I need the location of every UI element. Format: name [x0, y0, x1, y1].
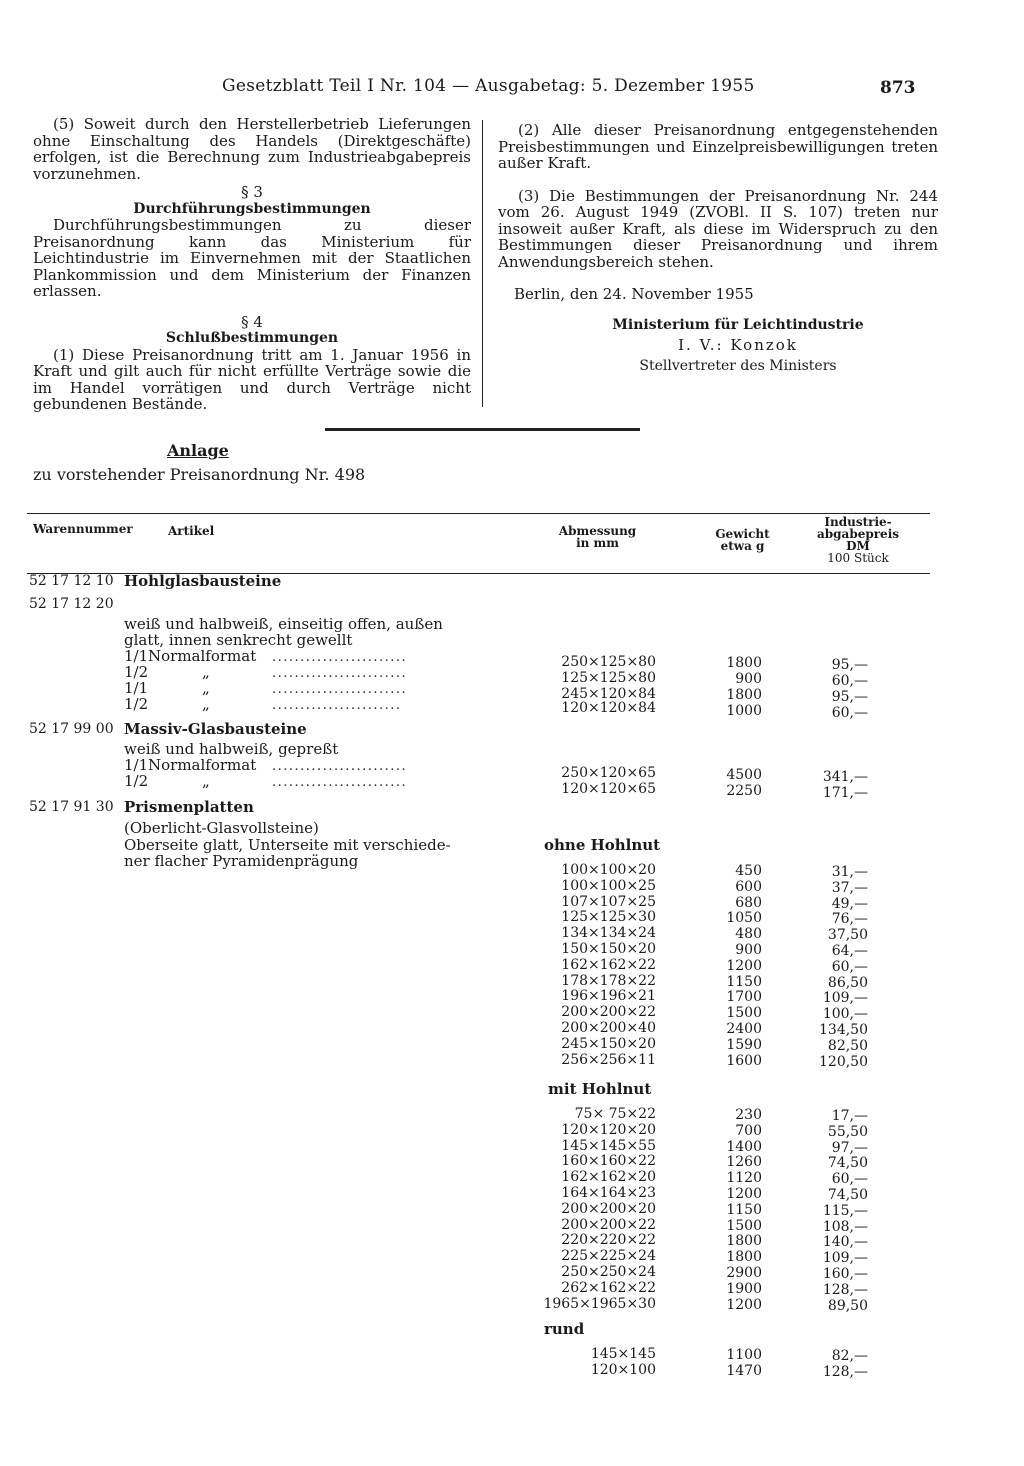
g1-row1-price: 95,— [831, 657, 868, 673]
mit-hohlnut-row10-weight: 1800 [726, 1249, 762, 1266]
ohne-hohlnut-row5-dim: 134×134×24 [561, 925, 656, 942]
ohne-hohlnut-row9-dim: 196×196×21 [561, 988, 656, 1005]
g2-row1-label: Normalformat [148, 756, 257, 774]
ohne-hohlnut-row6-price: 64,— [831, 943, 868, 959]
rund-row1-weight: 1100 [726, 1347, 762, 1363]
left-column [33, 116, 471, 413]
header-price [798, 516, 918, 564]
ohne-hohlnut-row5-weight: 480 [735, 926, 762, 943]
header-code: Warennummer [33, 522, 133, 536]
mit-hohlnut-row5-dim: 162×162×20 [561, 1169, 656, 1186]
group3-desc-line2: Oberseite glatt, Unterseite mit verschiede- [124, 836, 451, 854]
group3-desc-line3: ner flacher Pyramidenprägung [124, 852, 359, 870]
anlage-subtitle: zu vorstehender Preisanordnung Nr. 498 [33, 465, 366, 484]
header-dimension [540, 525, 655, 549]
ohne-hohlnut-row12-weight: 1590 [726, 1036, 762, 1053]
ohne-hohlnut-row13-price: 120,50 [819, 1053, 868, 1070]
header-weight-line1: Gewicht [715, 527, 770, 541]
g1-row2-dim: 125×125×80 [561, 670, 656, 686]
anlage-title: Anlage [167, 441, 229, 460]
ohne-hohlnut-row4-weight: 1050 [726, 910, 762, 927]
g1-row2-label: „ [202, 663, 210, 681]
header-price-line3: DM [846, 539, 870, 553]
mit-hohlnut-row2-weight: 700 [735, 1122, 762, 1139]
ohne-hohlnut-row1-price: 31,— [831, 864, 868, 880]
header-price-line1: Industrie- [824, 515, 892, 529]
mit-hohlnut-row10-dim: 225×225×24 [561, 1248, 656, 1265]
paragraph-5: (5) Soweit durch den Herstellerbetrieb Lieferungen ohne Einschaltung des Handels (Direktgeschäfte) erfolgen, ist die Berechnung zum Industrieabgabepreis vorzunehmen. [33, 115, 471, 183]
mit-hohlnut-row6-dim: 164×164×23 [561, 1185, 656, 1201]
mit-hohlnut-row9-dim: 220×220×22 [561, 1232, 656, 1249]
mit-hohlnut-row4-weight: 1260 [726, 1154, 762, 1171]
section-4-title: Schlußbestimmungen [165, 330, 339, 346]
ohne-hohlnut-row2-dim: 100×100×25 [561, 877, 656, 894]
rund-row2-dim: 120×100 [590, 1361, 656, 1378]
code-52171210: 52 17 12 10 [29, 573, 114, 589]
group3-desc-line1: (Oberlicht-Glasvollsteine) [124, 819, 319, 837]
mit-hohlnut-row3-price: 97,— [831, 1139, 868, 1156]
group1-desc-line1: weiß und halbweiß, einseitig offen, außen [124, 615, 443, 633]
g1-row3-label: „ [202, 679, 210, 697]
ohne-hohlnut-row7-price: 60,— [831, 958, 868, 975]
mit-hohlnut-row4-price: 74,50 [827, 1155, 868, 1172]
g1-row4-price: 60,— [831, 705, 868, 721]
code-52171220: 52 17 12 20 [29, 596, 114, 612]
code-52179130: 52 17 91 30 [29, 799, 114, 815]
header-dimension-line1: Abmessung [558, 524, 637, 538]
g1-row1-weight: 1800 [726, 655, 762, 671]
rund-row2-weight: 1470 [726, 1362, 762, 1379]
g1-row1-leader: ........................ [272, 650, 408, 665]
g1-row4-leader: ....................... [272, 698, 402, 713]
ohne-hohlnut-row3-dim: 107×107×25 [561, 893, 656, 910]
g1-row2-price: 60,— [831, 673, 868, 689]
ohne-hohlnut-row1-weight: 450 [735, 863, 762, 879]
section-4-text: (1) Diese Preisanordnung tritt am 1. Januar 1956 in Kraft und gilt auch für nicht erfüllte Verträge sowie die im Handel vorrätigen und durch Verträge nicht gebundenen Bestände. [33, 345, 471, 413]
ohne-hohlnut-row7-weight: 1200 [726, 957, 762, 974]
mit-hohlnut-row7-price: 115,— [822, 1202, 868, 1219]
place-date: Berlin, den 24. November 1955 [514, 285, 754, 303]
ohne-hohlnut-row9-price: 109,— [822, 990, 868, 1007]
header-weight-line2: etwa g [720, 539, 765, 553]
column-divider [482, 120, 483, 407]
mit-hohlnut-row12-weight: 1900 [726, 1280, 762, 1297]
ohne-hohlnut-row12-price: 82,50 [827, 1037, 868, 1054]
g2-row1-frac: 1/1 [124, 756, 149, 774]
mit-hohlnut-row4-dim: 160×160×22 [561, 1153, 656, 1170]
group-title-prismenplatten: Prismenplatten [124, 798, 254, 816]
g1-row1-dim: 250×125×80 [561, 654, 656, 670]
ohne-hohlnut-row11-weight: 2400 [726, 1021, 762, 1037]
section-4-number: § 4 [241, 312, 263, 331]
g2-row2-leader: ........................ [272, 775, 408, 790]
rund-row1-price: 82,— [831, 1348, 868, 1364]
g1-row4-weight: 1000 [726, 703, 762, 719]
page-header [0, 0, 1024, 100]
ohne-hohlnut-row4-dim: 125×125×30 [561, 909, 656, 926]
mit-hohlnut-row3-weight: 1400 [726, 1138, 762, 1155]
g1-row4-article [124, 696, 210, 712]
ohne-hohlnut-row10-dim: 200×200×22 [561, 1004, 656, 1021]
mit-hohlnut-row11-dim: 250×250×24 [561, 1264, 656, 1280]
rund-row2-price: 128,— [822, 1363, 868, 1380]
g1-row2-weight: 900 [735, 671, 762, 687]
group-title-massiv-glasbausteine: Massiv-Glasbausteine [124, 720, 307, 738]
paragraph-2: (2) Alle dieser Preisanordnung entgegenstehenden Preisbestimmungen und Einzelpreisbewilligungen treten außer Kraft. [498, 121, 938, 172]
mit-hohlnut-row10-price: 109,— [822, 1250, 868, 1267]
mit-hohlnut-row5-price: 60,— [831, 1171, 868, 1188]
mit-hohlnut-row1-dim: 75× 75×22 [574, 1106, 656, 1122]
mit-hohlnut-row11-weight: 2900 [726, 1265, 762, 1281]
code-52179900: 52 17 99 00 [29, 721, 114, 737]
ohne-hohlnut-row11-dim: 200×200×40 [561, 1020, 656, 1036]
mit-hohlnut-row6-weight: 1200 [726, 1186, 762, 1202]
ohne-hohlnut-row4-price: 76,— [831, 911, 868, 928]
ministry-name: Ministerium für Leichtindustrie [612, 316, 864, 333]
ohne-hohlnut-row8-weight: 1150 [726, 973, 762, 990]
g2-row2-weight: 2250 [726, 783, 762, 799]
header-price-line4: 100 Stück [827, 551, 889, 565]
ohne-hohlnut-row1-dim: 100×100×20 [561, 862, 656, 878]
ohne-hohlnut-row13-dim: 256×256×11 [561, 1051, 656, 1068]
mit-hohlnut-row1-price: 17,— [831, 1108, 868, 1124]
g1-row3-article [124, 680, 210, 696]
mit-hohlnut-row1-weight: 230 [735, 1107, 762, 1123]
header-dimension-line2: in mm [576, 536, 619, 550]
ohne-hohlnut-row7-dim: 162×162×22 [561, 956, 656, 973]
g2-row1-dim: 250×120×65 [561, 765, 656, 781]
mit-hohlnut-row2-dim: 120×120×20 [561, 1121, 656, 1138]
mit-hohlnut-row9-weight: 1800 [726, 1233, 762, 1250]
ohne-hohlnut-row3-weight: 680 [735, 894, 762, 911]
mit-hohlnut-row8-price: 108,— [822, 1218, 868, 1235]
section-3-number: § 3 [241, 183, 263, 201]
ohne-hohlnut-row9-weight: 1700 [726, 989, 762, 1006]
ohne-hohlnut-row11-price: 134,50 [819, 1022, 868, 1038]
subhead-mit-hohlnut: mit Hohlnut [548, 1080, 652, 1098]
g2-row2-frac: 1/2 [124, 772, 149, 790]
g2-row1-article [124, 757, 256, 773]
section-separator-rule [325, 428, 640, 431]
g2-row1-price: 341,— [822, 769, 868, 785]
ohne-hohlnut-row10-weight: 1500 [726, 1005, 762, 1022]
ohne-hohlnut-row10-price: 100,— [822, 1006, 868, 1023]
g1-row3-dim: 245×120×84 [561, 686, 656, 702]
mit-hohlnut-row9-price: 140,— [822, 1234, 868, 1251]
g1-row2-frac: 1/2 [124, 663, 149, 681]
mit-hohlnut-row11-price: 160,— [822, 1266, 868, 1282]
g1-row2-article [124, 664, 210, 680]
g1-row4-label: „ [202, 695, 210, 713]
mit-hohlnut-row3-dim: 145×145×55 [561, 1137, 656, 1154]
ohne-hohlnut-row6-weight: 900 [735, 942, 762, 958]
mit-hohlnut-row7-dim: 200×200×20 [561, 1200, 656, 1217]
g2-row2-label: „ [202, 772, 210, 790]
ohne-hohlnut-row12-dim: 245×150×20 [561, 1035, 656, 1052]
ohne-hohlnut-row2-price: 37,— [831, 879, 868, 896]
header-price-line2: abgabepreis [816, 527, 900, 541]
subhead-ohne-hohlnut: ohne Hohlnut [544, 836, 661, 854]
g1-row3-price: 95,— [831, 689, 868, 705]
ohne-hohlnut-row13-weight: 1600 [726, 1052, 762, 1069]
group2-desc-line1: weiß und halbweiß, gepreßt [124, 740, 339, 758]
g2-row2-price: 171,— [822, 785, 868, 801]
g1-row4-dim: 120×120×84 [561, 700, 656, 716]
header-weight [700, 528, 785, 552]
section-3-title: Durchführungsbestimmungen [133, 200, 371, 217]
mit-hohlnut-row13-price: 89,50 [827, 1297, 868, 1314]
mit-hohlnut-row2-price: 55,50 [827, 1123, 868, 1140]
mit-hohlnut-row6-price: 74,50 [827, 1187, 868, 1203]
ohne-hohlnut-row8-price: 86,50 [827, 974, 868, 991]
header-title: Gesetzblatt Teil I Nr. 104 — Ausgabetag: 5. Dezember 1955 [222, 76, 755, 96]
page-number: 873 [880, 78, 916, 98]
g1-row3-frac: 1/1 [124, 679, 149, 697]
mit-hohlnut-row5-weight: 1120 [726, 1170, 762, 1187]
mit-hohlnut-row12-price: 128,— [822, 1281, 868, 1298]
g2-row1-weight: 4500 [726, 767, 762, 783]
right-column [498, 122, 938, 374]
subhead-rund: rund [544, 1320, 585, 1338]
g1-row2-leader: ........................ [272, 666, 408, 681]
mit-hohlnut-row13-dim: 1965×1965×30 [543, 1295, 656, 1312]
rund-row1-dim: 145×145 [590, 1346, 656, 1362]
signer-title: Stellvertreter des Ministers [639, 357, 837, 374]
mit-hohlnut-row8-dim: 200×200×22 [561, 1216, 656, 1233]
ohne-hohlnut-row3-price: 49,— [831, 895, 868, 912]
g1-row1-frac: 1/1 [124, 647, 149, 665]
group-title-hohlglasbausteine: Hohlglasbausteine [124, 572, 282, 590]
paragraph-3: (3) Die Bestimmungen der Preisanordnung Nr. 244 vom 26. August 1949 (ZVOBl. II S. 107) treten nur insoweit außer Kraft, als diese im Widerspruch zu den Bestimmungen dieser Preisanordnung und ihrem Anwendungsbereich stehen. [498, 186, 938, 271]
group1-desc-line2: glatt, innen senkrecht gewellt [124, 631, 353, 649]
g2-row2-article [124, 773, 210, 789]
g1-row1-article [124, 648, 256, 664]
g1-row1-label: Normalformat [148, 647, 257, 665]
ohne-hohlnut-row6-dim: 150×150×20 [561, 941, 656, 957]
ohne-hohlnut-row2-weight: 600 [735, 878, 762, 895]
table-top-rule [27, 513, 930, 514]
mit-hohlnut-row12-dim: 262×162×22 [561, 1279, 656, 1296]
g2-row2-dim: 120×120×65 [561, 781, 656, 797]
header-article: Artikel [168, 524, 215, 538]
ohne-hohlnut-row8-dim: 178×178×22 [561, 972, 656, 989]
g1-row3-leader: ........................ [272, 682, 408, 697]
mit-hohlnut-row7-weight: 1150 [726, 1201, 762, 1218]
g2-row1-leader: ........................ [272, 759, 408, 774]
g1-row4-frac: 1/2 [124, 695, 149, 713]
mit-hohlnut-row8-weight: 1500 [726, 1217, 762, 1234]
mit-hohlnut-row13-weight: 1200 [726, 1296, 762, 1313]
section-3-text: Durchführungsbestimmungen zu dieser Preisanordnung kann das Ministerium für Leichtindustrie im Einvernehmen mit der Staatlichen Plankommission und dem Ministerium der Finanzen erlassen. [33, 216, 471, 300]
signer: I. V.: Konzok [678, 336, 798, 354]
g1-row3-weight: 1800 [726, 687, 762, 703]
ohne-hohlnut-row5-price: 37,50 [827, 927, 868, 944]
